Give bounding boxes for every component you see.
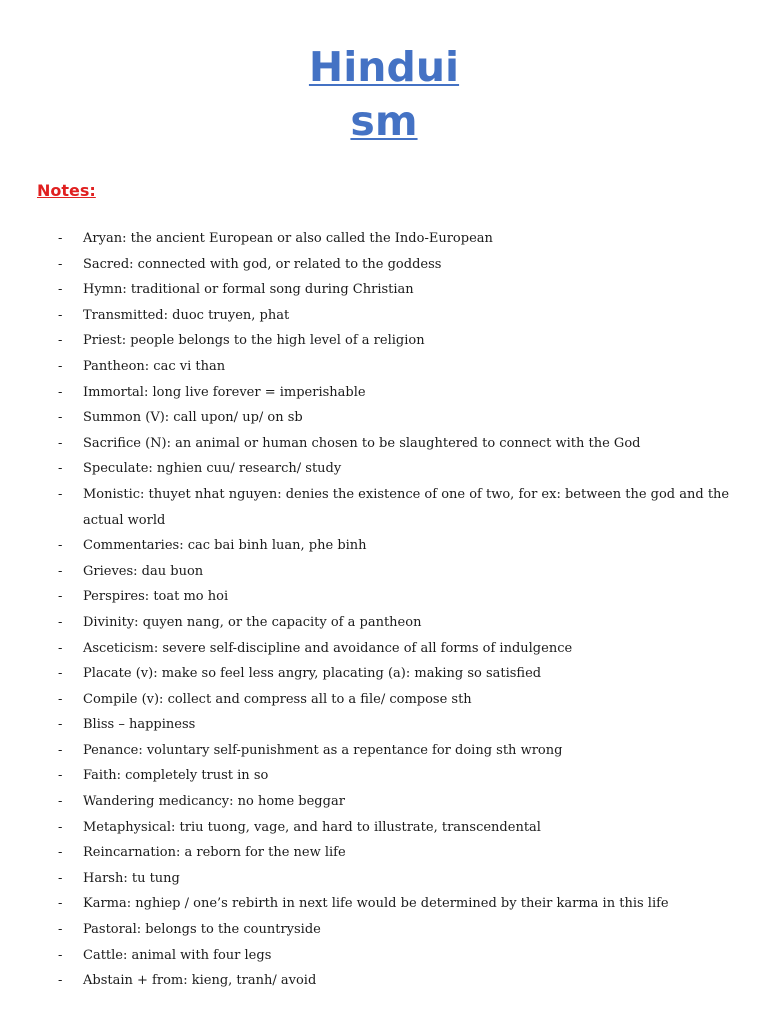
list-bullet: - xyxy=(58,742,63,758)
list-bullet: - xyxy=(58,845,63,861)
list-item xyxy=(58,610,748,636)
list-item-text: Monistic: thuyet nhat nguyen: denies the existence of one of two, for ex: between the god and the actual world xyxy=(83,486,730,528)
notes-heading: Notes: xyxy=(37,181,96,200)
list-item xyxy=(58,226,748,252)
list-bullet: - xyxy=(58,768,63,784)
list-item-text: Speculate: nghien cuu/ research/ study xyxy=(83,461,342,477)
list-bullet: - xyxy=(58,640,63,656)
list-item xyxy=(58,661,748,687)
list-item-text: Immortal: long live forever = imperishable xyxy=(83,384,366,400)
list-item xyxy=(58,712,748,738)
list-item xyxy=(58,354,748,380)
list-item xyxy=(58,559,748,585)
list-item-text: Reincarnation: a reborn for the new life xyxy=(83,845,346,861)
list-item-text: Karma: nghiep / one’s rebirth in next life would be determined by their karma in this life xyxy=(83,896,669,912)
list-item xyxy=(58,636,748,662)
list-item xyxy=(58,533,748,559)
list-item-text: Wandering medicancy: no home beggar xyxy=(83,794,345,810)
page-title xyxy=(0,40,768,148)
list-item xyxy=(58,789,748,815)
list-bullet: - xyxy=(58,410,63,426)
list-bullet: - xyxy=(58,486,63,502)
list-item-text: Summon (V): call upon/ up/ on sb xyxy=(83,410,303,426)
list-bullet: - xyxy=(58,691,63,707)
list-bullet: - xyxy=(58,589,63,605)
list-bullet: - xyxy=(58,358,63,374)
list-item-text: Harsh: tu tung xyxy=(83,870,180,886)
list-item-text: Perspires: toat mo hoi xyxy=(83,589,229,605)
list-bullet: - xyxy=(58,307,63,323)
list-bullet: - xyxy=(58,563,63,579)
list-item-text: Hymn: traditional or formal song during Christian xyxy=(83,282,414,298)
list-item-text: Divinity: quyen nang, or the capacity of a pantheon xyxy=(83,614,422,630)
list-bullet: - xyxy=(58,282,63,298)
list-item-text: Bliss – happiness xyxy=(83,717,196,733)
list-item xyxy=(58,891,748,917)
list-item-text: Aryan: the ancient European or also called the Indo-European xyxy=(83,231,493,246)
list-item-text: Pastoral: belongs to the countryside xyxy=(83,922,321,938)
list-bullet: - xyxy=(58,538,63,554)
list-item-text: Asceticism: severe self-discipline and avoidance of all forms of indulgence xyxy=(83,640,573,656)
list-bullet: - xyxy=(58,947,63,963)
list-bullet: - xyxy=(58,333,63,349)
list-item xyxy=(58,456,748,482)
list-item-text: Commentaries: cac bai binh luan, phe binh xyxy=(83,538,367,554)
list-item xyxy=(58,840,748,866)
list-item-text: Placate (v): make so feel less angry, placating (a): making so satisfied xyxy=(83,666,542,682)
page-title-line-2: sm xyxy=(350,97,418,145)
list-item-text: Faith: completely trust in so xyxy=(83,768,269,784)
list-item xyxy=(58,303,748,329)
list-item xyxy=(58,917,748,943)
list-item-text: Grieves: dau buon xyxy=(83,563,204,579)
list-item-text: Abstain + from: kieng, tranh/ avoid xyxy=(83,973,317,989)
list-item-text: Cattle: animal with four legs xyxy=(83,947,272,963)
list-bullet: - xyxy=(58,461,63,477)
list-item xyxy=(58,968,748,994)
notes-list xyxy=(58,226,748,994)
list-bullet: - xyxy=(58,870,63,886)
list-item-text: Metaphysical: triu tuong, vage, and hard to illustrate, transcendental xyxy=(83,819,541,835)
page-title-line-1: Hindui xyxy=(308,43,460,91)
list-item xyxy=(58,815,748,841)
list-item xyxy=(58,866,748,892)
list-item xyxy=(58,252,748,278)
list-item xyxy=(58,763,748,789)
list-item xyxy=(58,328,748,354)
list-item xyxy=(58,277,748,303)
list-item-text: Penance: voluntary self-punishment as a repentance for doing sth wrong xyxy=(83,742,563,758)
list-item xyxy=(58,943,748,969)
list-bullet: - xyxy=(58,435,63,451)
list-bullet: - xyxy=(58,666,63,682)
list-bullet: - xyxy=(58,922,63,938)
list-item xyxy=(58,738,748,764)
list-item xyxy=(58,687,748,713)
list-bullet: - xyxy=(58,231,63,246)
list-item xyxy=(58,405,748,431)
list-bullet: - xyxy=(58,896,63,912)
list-bullet: - xyxy=(58,717,63,733)
list-item-text: Pantheon: cac vi than xyxy=(83,358,226,374)
list-item xyxy=(58,380,748,406)
list-bullet: - xyxy=(58,256,63,272)
list-item-text: Priest: people belongs to the high level of a religion xyxy=(83,333,425,349)
list-item-text: Compile (v): collect and compress all to a file/ compose sth xyxy=(83,691,472,707)
list-item-text: Sacred: connected with god, or related to the goddess xyxy=(83,256,442,272)
list-item xyxy=(58,482,748,533)
list-item xyxy=(58,584,748,610)
list-item-text: Transmitted: duoc truyen, phat xyxy=(83,307,290,323)
list-item-text: Sacrifice (N): an animal or human chosen to be slaughtered to connect with the God xyxy=(83,435,641,451)
list-bullet: - xyxy=(58,384,63,400)
list-bullet: - xyxy=(58,614,63,630)
list-bullet: - xyxy=(58,794,63,810)
list-bullet: - xyxy=(58,819,63,835)
list-item xyxy=(58,431,748,457)
list-bullet: - xyxy=(58,973,63,989)
